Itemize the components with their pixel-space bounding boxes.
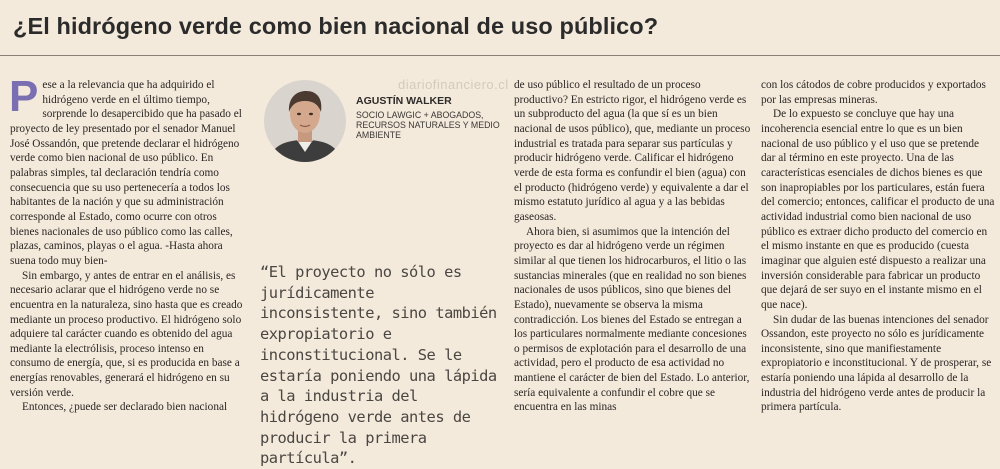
headline: ¿El hidrógeno verde como bien nacional de uso público? <box>13 13 659 39</box>
paragraph: Ahora bien, si asumimos que la intención del proyecto es dar al hidrógeno verde un régimen similar al que tienen los hidrocarburos, el litio o las sustancias minerales (que en realidad no son bienes nacionales de usos públicos, sino que bienes del Estado), nuevamente se observa la misma contradicción. Los bienes del Estado se entregan a los particulares normalmente mediante concesiones o permisos de explotación para el desarrollo de una actividad, pero el producto de esa actividad no mantiene el carácter de bien del Estado. Lo anterior, sería equivalente a confundir el cobre que se encuentra en las minas <box>514 225 750 414</box>
headline-rule <box>0 55 1000 56</box>
paragraph: de uso público el resultado de un proceso productivo? En estricto rigor, el hidrógeno verde es un subproducto del agua (la que sí es un bien nacional de usos público), que, mediante un proceso industrial es tratada para separar sus partículas y producir hidrógeno verde. Calificar el hidrógeno verde de esta forma es confundir el bien (agua) con el producto (hidrógeno verde) y equivalente a dar el mismo estatuto jurídico al agua y a las bebidas gaseosas. <box>514 79 751 223</box>
paragraph: Sin dudar de las buenas intenciones del senador Ossandon, este proyecto no sólo es jurídicamente inconsistente, sino que manifiestamente expropiatorio e inconstitucional. Y de prosperar, se estaría poniendo una lápida al desarrollo de la industria del hidrógeno verde antes de producir la primera partícula. <box>761 313 992 414</box>
paragraph: con los cátodos de cobre producidos y exportados por las empresas mineras. <box>761 79 986 106</box>
watermark: diariofinanciero.cl <box>398 77 509 92</box>
article-column-4 <box>761 78 995 415</box>
author-photo <box>264 80 346 162</box>
drop-cap: P <box>9 72 39 121</box>
author-role: SOCIO LAWGIC + ABOGADOS, RECURSOS NATURALES Y MEDIO AMBIENTE <box>356 110 500 140</box>
paragraph: Entonces, ¿puede ser declarado bien nacional <box>22 401 228 414</box>
article-column-1 <box>9 72 247 415</box>
paragraph: De lo expuesto se concluye que hay una incoherencia esencial entre lo que es un bien nacional de uso público y el uso que se pretende dar al término en este proyecto. Una de las características esenciales de dichos bienes es que son inapropiables por los particulares, están fuera del comercio; entonces, calificar el producto de una actividad industrial como bien nacional de uso público es extraer dicho producto del comercio en el mismo instante en que es producido (cuesta imaginar que alguien esté dispuesto a realizar una inversión considerable para fabricar un producto que dejará de ser suyo en el instante mismo en el que nace). <box>761 108 995 311</box>
pull-quote: “El proyecto no sólo es jurídicamente inconsistente, sino también expropiatorio e inconstitucional. Se le estaría poniendo una lápida a la industria del hidrógeno verde antes de producir la primera partícula”. <box>260 263 497 468</box>
author-name: AGUSTÍN WALKER <box>356 95 452 107</box>
paragraph: Pese a la relevancia que ha adquirido el hidrógeno verde en el último tiempo, sorprende lo desapercibido que ha pasado el proyecto de ley presentado por el senador Manuel José Ossandón, que pretende declarar el hidrógeno verde como bien nacional de uso público. En palabras simples, tal declaración tendría como consecuencia que su uso pertenecería a todos los habitantes de la nación y que su administración corresponde al Estado, como ocurre con otros bienes nacionales de uso público como las calles, plazas, caminos, playas o el agua. -Hasta ahora suena todo muy bien- <box>9 72 242 267</box>
paragraph: Sin embargo, y antes de entrar en el análisis, es necesario aclarar que el hidrógeno verde no se encuentra en la naturaleza, sino hasta que es creado mediante un proceso productivo. El hidrógeno solo adquiere tal carácter cuando es obtenido del agua mediante la electrólisis, proceso intenso en consumo de energía, que, si es producida en base a energías renovables, generará el hidrógeno en su versión verde. <box>10 269 243 399</box>
article-column-3 <box>514 78 751 415</box>
